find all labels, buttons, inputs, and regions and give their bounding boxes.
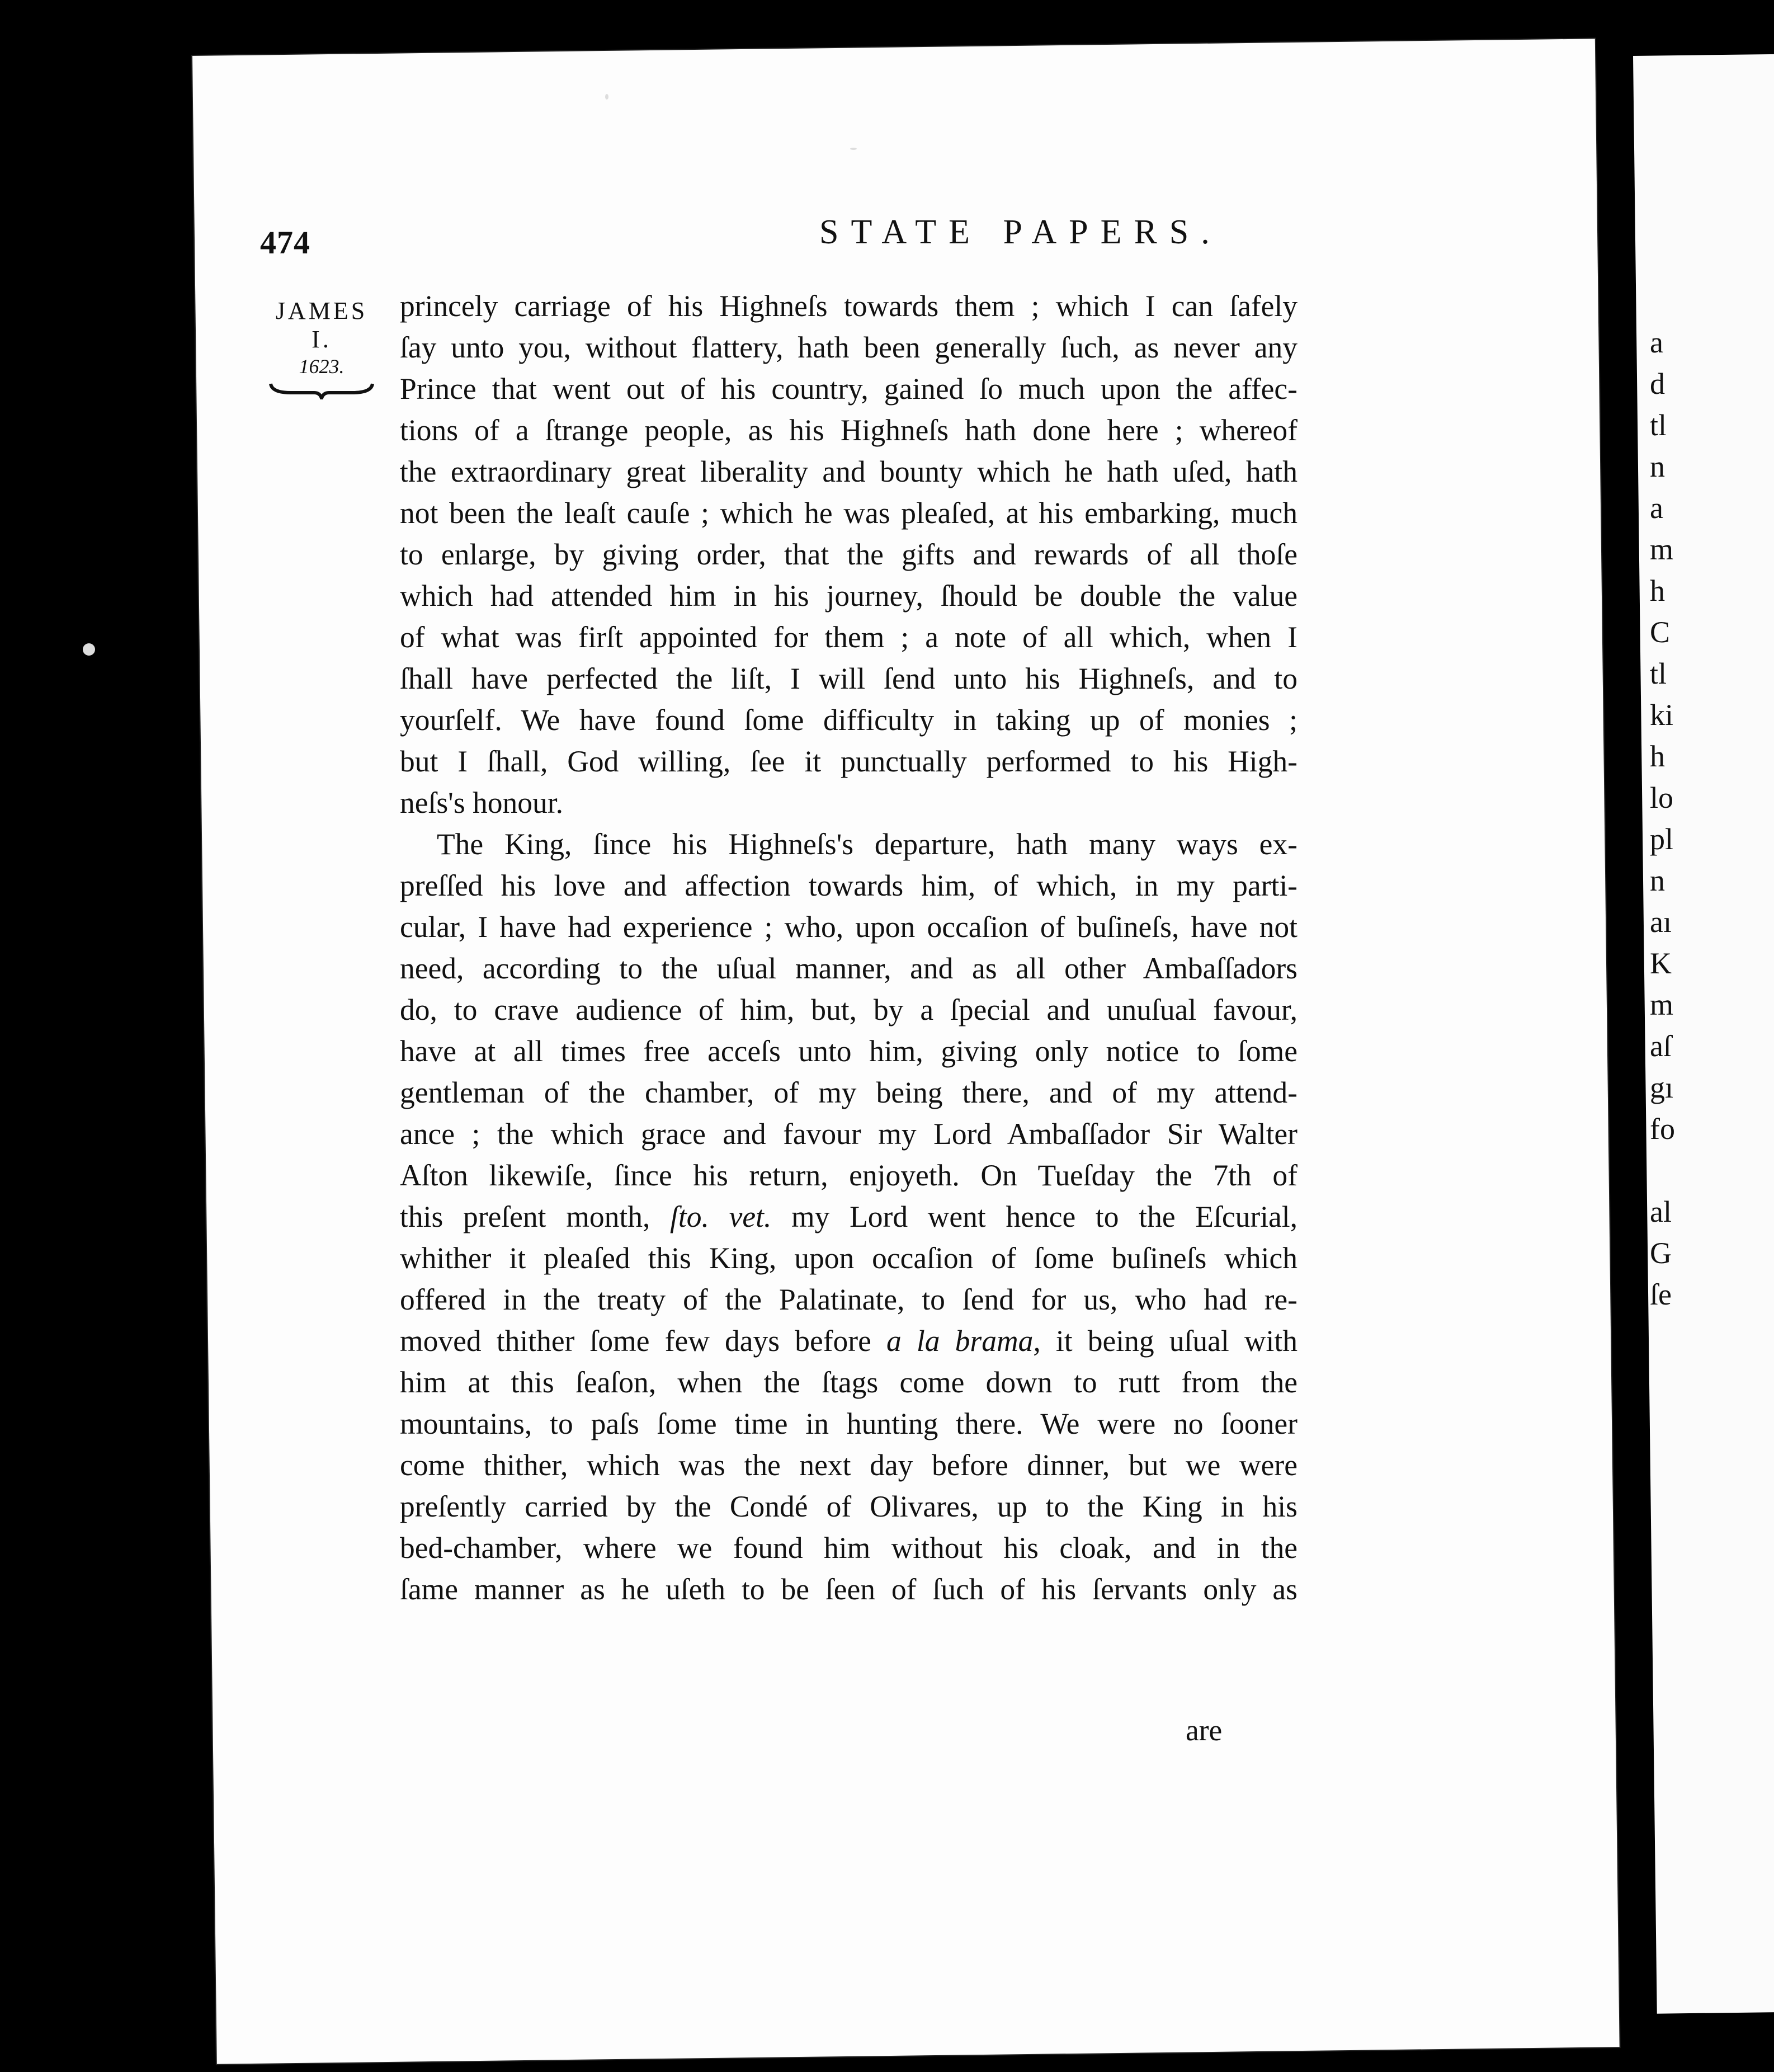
text-line: this preſent month, ſto. vet. my Lord went hence to the Eſcurial,: [400, 1200, 1298, 1233]
facing-page-letter: lo: [1650, 781, 1674, 814]
catchword: are: [1186, 1713, 1223, 1747]
facing-page-letter: C: [1650, 615, 1671, 649]
text-line: the extraordinary great liberality and bounty which he hath uſed, hath: [400, 455, 1298, 488]
facing-page-letter: al: [1650, 1195, 1672, 1228]
facing-page-letter: a: [1650, 326, 1663, 359]
italic-phrase: a la brama,: [886, 1324, 1041, 1358]
facing-page-letter: G: [1650, 1236, 1672, 1270]
paragraph-1: [400, 285, 1298, 823]
page-title: STATE PAPERS.: [819, 213, 1222, 251]
text-line: but I ſhall, God willing, ſee it punctually performed to his High-: [400, 745, 1298, 778]
text-line: need, according to the uſual manner, and as all other Ambaſſadors: [400, 952, 1298, 985]
dust-speck: [605, 94, 608, 100]
facing-page-letter: tl: [1650, 408, 1667, 442]
text-line: ſay unto you, without flattery, hath been generally ſuch, as never any: [400, 331, 1298, 364]
facing-page-letter: [1650, 1150, 1762, 1191]
facing-page-letter: aı: [1650, 905, 1672, 939]
body-text: [400, 285, 1298, 1610]
text-line: tions of a ſtrange people, as his Highneſs hath done here ; whereof: [400, 413, 1298, 447]
facing-page-letter: m: [1650, 988, 1674, 1021]
text-line: not been the leaſt cauſe ; which he was pleaſed, at his embarking, much: [400, 496, 1298, 530]
facing-page-letter: ki: [1650, 698, 1674, 732]
running-head: [260, 213, 1323, 274]
text-line: bed-chamber, where we found him without his cloak, and in the: [400, 1531, 1298, 1565]
text-line: come thither, which was the next day before dinner, but we were: [400, 1448, 1298, 1482]
facing-page-letter: d: [1650, 367, 1665, 401]
facing-page-fragments: [1650, 322, 1762, 1315]
margin-note-name: JAMES I.: [275, 297, 368, 353]
margin-note: [263, 296, 380, 399]
italic-style-note: ſto. vet.: [670, 1200, 772, 1233]
facing-page-letter: tl: [1650, 657, 1667, 690]
text-line: Aſton likewiſe, ſince his return, enjoyeth. On Tueſday the 7th of: [400, 1159, 1298, 1192]
text-line: The King, ſince his Highneſs's departure, hath many ways ex-: [437, 827, 1298, 861]
dust-speck: [850, 148, 857, 150]
paragraph-2: [400, 823, 1298, 1610]
text-line: have at all times free acceſs unto him, giving only notice to ſome: [400, 1034, 1298, 1068]
text-line: princely carriage of his Highneſs towards them ; which I can ſafely: [400, 289, 1298, 323]
facing-page-letter: m: [1650, 533, 1674, 566]
brace-ornament: [268, 380, 375, 399]
text-line: whither it pleaſed this King, upon occaſion of ſome buſineſs which: [400, 1241, 1298, 1275]
facing-page-letter: a: [1650, 491, 1663, 525]
text-line: ance ; the which grace and favour my Lord Ambaſſador Sir Walter: [400, 1117, 1298, 1151]
text-line: him at this ſeaſon, when the ſtags come down to rutt from the: [400, 1365, 1298, 1399]
text-line: yourſelf. We have found ſome difficulty in taking up of monies ;: [400, 703, 1298, 737]
text-line: gentleman of the chamber, of my being there, and of my attend-: [400, 1076, 1298, 1109]
facing-page-letter: n: [1650, 864, 1665, 897]
facing-page-letter: h: [1650, 574, 1665, 608]
margin-note-year: 1623.: [299, 355, 345, 378]
text-line: to enlarge, by giving order, that the gifts and rewards of all thoſe: [400, 538, 1298, 571]
text-line: mountains, to paſs ſome time in hunting there. We were no ſooner: [400, 1407, 1298, 1440]
dust-speck: [83, 643, 95, 656]
facing-page-letter: K: [1650, 946, 1672, 980]
facing-page-letter: n: [1650, 450, 1665, 483]
text-line: neſs's honour.: [400, 786, 564, 820]
text-line: ſame manner as he uſeth to be ſeen of ſuch of his ſervants only as: [400, 1572, 1298, 1606]
facing-page-letter: aſ: [1650, 1029, 1672, 1063]
facing-page-letter: pl: [1650, 822, 1674, 856]
text-line: which had attended him in his journey, ſhould be double the value: [400, 579, 1298, 613]
text-line: Prince that went out of his country, gained ſo much upon the affec-: [400, 372, 1298, 406]
text-line: moved thither ſome few days before a la brama, it being uſual with: [400, 1324, 1298, 1358]
page-number: 474: [260, 224, 310, 261]
text-line: preſſed his love and affection towards him, of which, in my parti-: [400, 869, 1298, 902]
facing-page-letter: h: [1650, 740, 1665, 773]
text-line: do, to crave audience of him, but, by a ſpecial and unuſual favour,: [400, 993, 1298, 1026]
facing-page-letter: fo: [1650, 1112, 1675, 1146]
text-line: offered in the treaty of the Palatinate, to ſend for us, who had re-: [400, 1283, 1298, 1316]
text-line: of what was firſt appointed for them ; a note of all which, when I: [400, 620, 1298, 654]
facing-page-letter: gı: [1650, 1071, 1674, 1104]
text-line: cular, I have had experience ; who, upon occaſion of buſineſs, have not: [400, 910, 1298, 944]
text-line: preſently carried by the Condé of Olivares, up to the King in his: [400, 1490, 1298, 1523]
text-line: ſhall have perfected the liſt, I will ſend unto his Highneſs, and to: [400, 662, 1298, 695]
facing-page-letter: ſe: [1650, 1278, 1672, 1311]
